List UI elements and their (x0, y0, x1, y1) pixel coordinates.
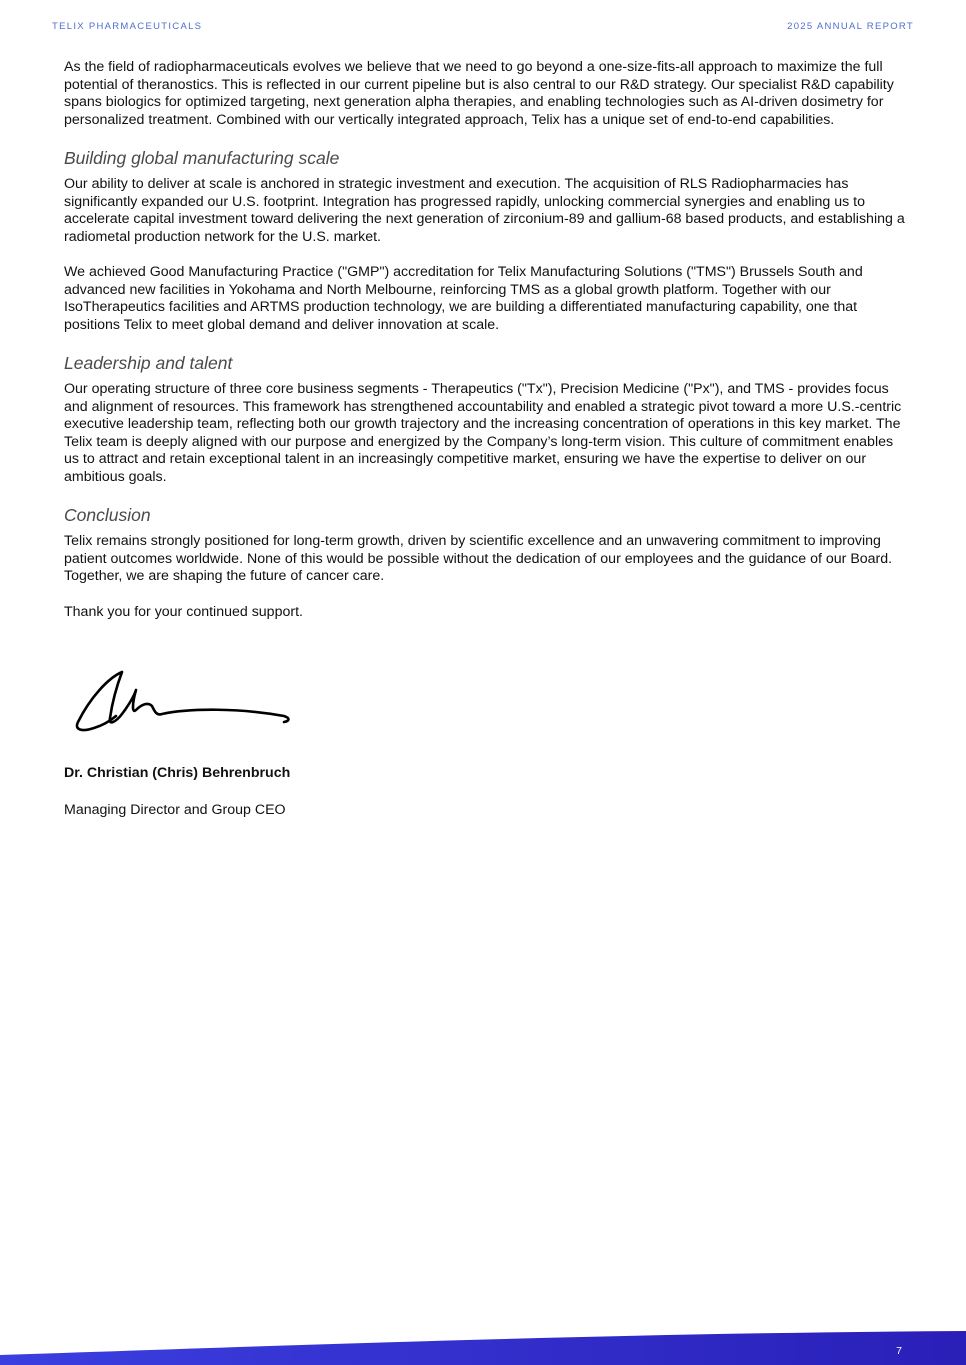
conclusion-heading: Conclusion (64, 505, 151, 525)
running-header (52, 21, 914, 35)
signer-title: Managing Director and Group CEO (64, 802, 286, 818)
header-company-name: TELIX PHARMACEUTICALS (52, 21, 203, 32)
header-report-title: 2025 ANNUAL REPORT (787, 21, 914, 32)
intro-paragraph: As the field of radiopharmaceuticals evolves we believe that we need to go beyond a one-size-fits-all approach to maximize the full potential of theranostics. This is reflected in our current pipeline but is also central to our R&D strategy. Our specialist R&D capability spans biologics for optimized targeting, next generation alpha therapies, and enabling technologies such as AI-driven dosimetry for personalized treatment. Combined with our vertically integrated approach, Telix has a unique set of end-to-end capabilities. (64, 59, 894, 128)
footer-wave-band (0, 1325, 966, 1365)
leadership-paragraph: Our operating structure of three core business segments - Therapeutics ("Tx"), Precision Medicine ("Px"), and TMS - provides focus and alignment of resources. This framework has strengthened accountability and enabled a strategic pivot toward a more U.S.-centric executive leadership team, reflecting both our growth trajectory and the increasing concentration of operations in this key market. The Telix team is deeply aligned with our purpose and energized by the Company’s long-term vision. This culture of commitment enables us to attract and retain exceptional talent in an increasingly competitive market, ensuring we have the expertise to deliver on our ambitious goals. (64, 381, 902, 485)
page-number: 7 (896, 1345, 902, 1357)
manufacturing-paragraph-2: We achieved Good Manufacturing Practice ("GMP") accreditation for Telix Manufacturing Solutions ("TMS") Brussels South and advanced new facilities in Yokohama and North Melbourne, reinforcing TMS as a global growth platform. Together with our IsoTherapeutics facilities and ARTMS production technology, we are building a differentiated manufacturing capability, one that positions Telix to meet global demand and deliver innovation at scale. (64, 264, 863, 333)
leadership-heading: Leadership and talent (64, 353, 233, 373)
signature-stroke (77, 672, 289, 730)
conclusion-paragraph: Telix remains strongly positioned for long-term growth, driven by scientific excellence and an unwavering commitment to improving patient outcomes worldwide. None of this would be possible without the dedication of our employees and the guidance of our Board. Together, we are shaping the future of cancer care. (64, 533, 893, 584)
manufacturing-heading: Building global manufacturing scale (64, 148, 340, 168)
signer-name: Dr. Christian (Chris) Behrenbruch (64, 765, 291, 781)
ceo-signature (70, 664, 295, 739)
letter-body (64, 59, 906, 621)
thank-you-line: Thank you for your continued support. (64, 603, 303, 620)
manufacturing-paragraph-1: Our ability to deliver at scale is anchored in strategic investment and execution. The acquisition of RLS Radiopharmacies has significantly expanded our U.S. footprint. Integration has progressed rapidly, unlocking commercial synergies and enabling us to accelerate capital investment toward delivering the next generation of zirconium-89 and gallium-68 based products, and establishing a radiometal production network for the U.S. market. (64, 176, 905, 245)
